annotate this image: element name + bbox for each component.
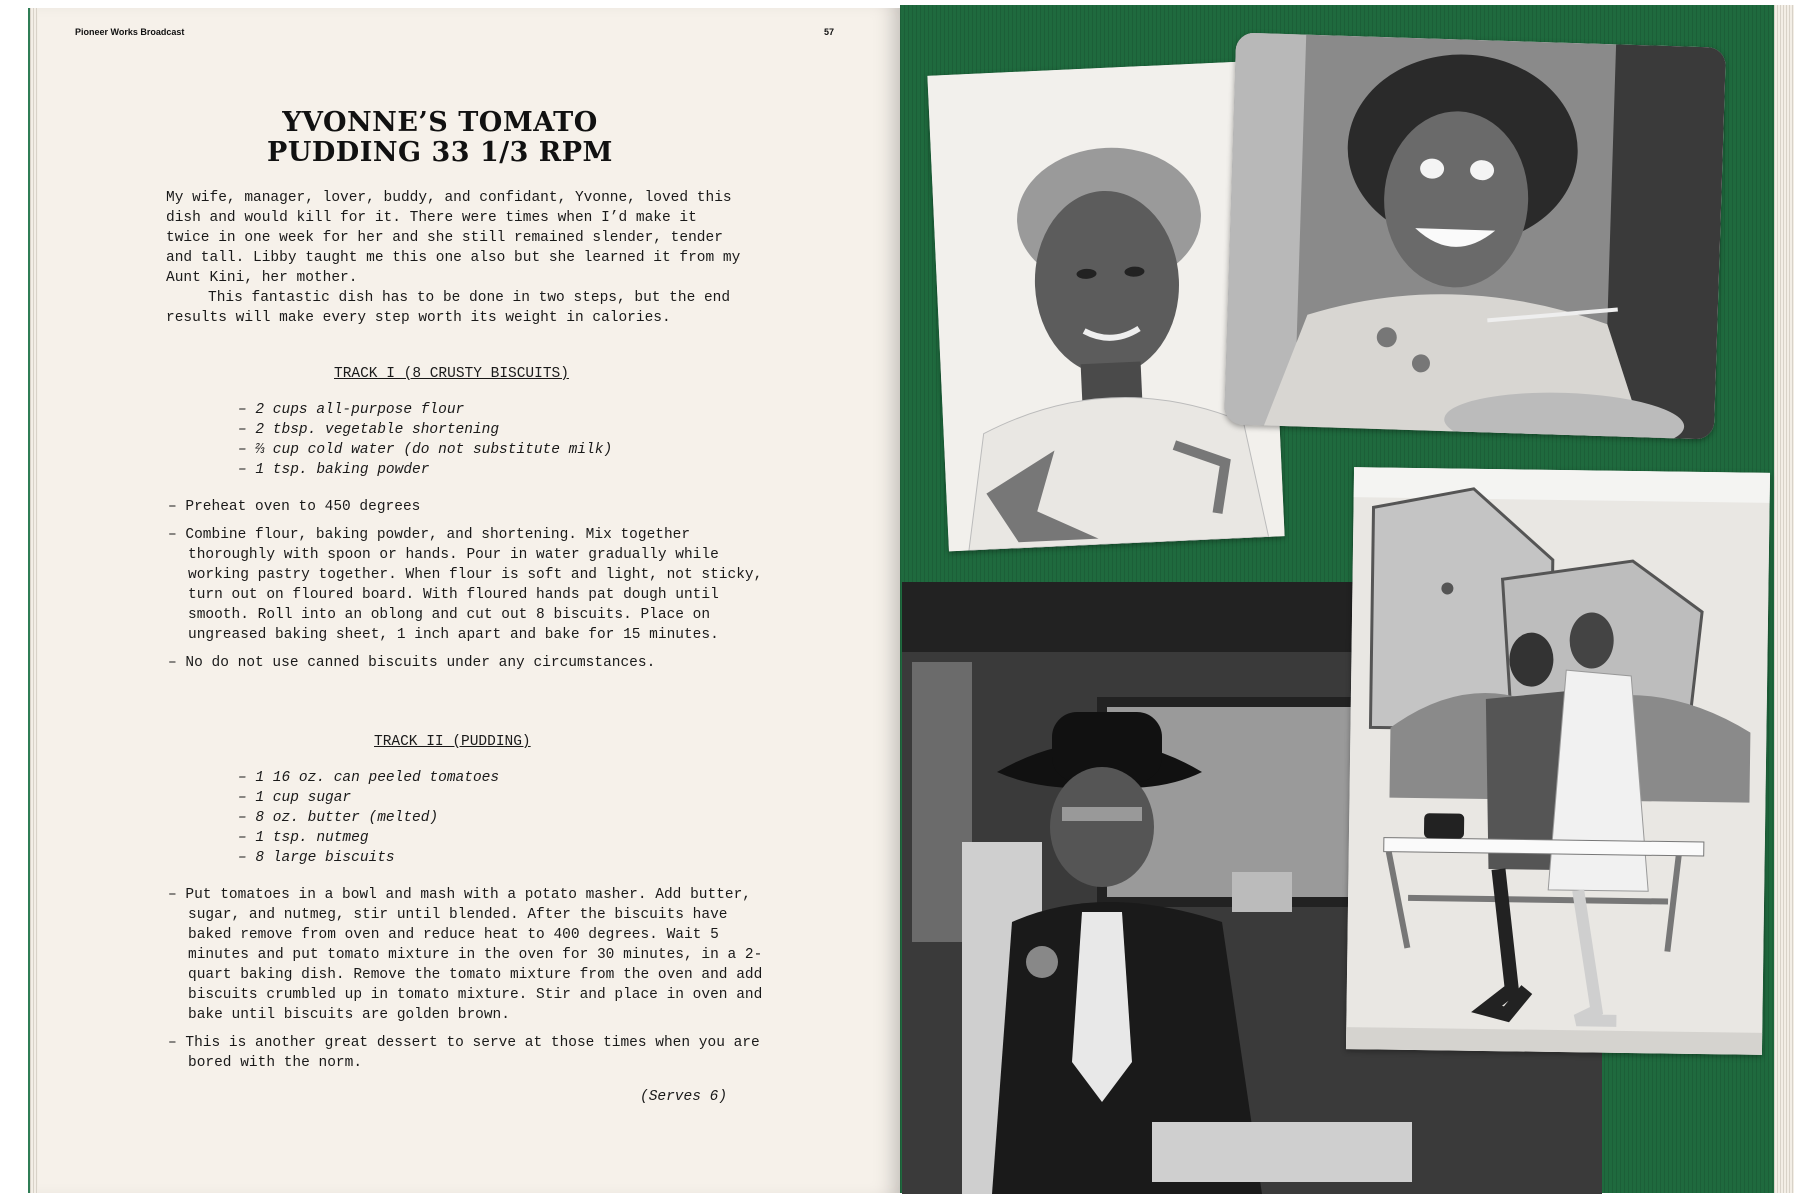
photo-couple-studio [1346, 467, 1770, 1055]
track-1-ingredients [238, 400, 612, 480]
recipe-title-line-1: YVONNE’S TOMATO [282, 107, 598, 138]
step-item: – Preheat oven to 450 degrees [168, 499, 421, 515]
ingredient-item: – 1 cup sugar [238, 790, 352, 806]
ingredient-item: – 8 oz. butter (melted) [238, 810, 439, 826]
intro-paragraph-1: My wife, manager, lover, buddy, and confidant, Yvonne, loved this dish and would kill for it. There were times when I’d make it twice in one week for her and she still remained slender, tender and tall. Libby taught me this one also but she learned it from my Aunt Kini, her mother. [166, 190, 741, 286]
step-item: – No do not use canned biscuits under any circumstances. [168, 655, 656, 671]
right-page-edge [1774, 5, 1794, 1193]
recipe-title [170, 108, 710, 168]
ingredient-item: – 8 large biscuits [238, 850, 395, 866]
photo-couple-studio-image [1346, 467, 1770, 1055]
track-2-ingredients [238, 768, 499, 868]
track-2-steps [168, 885, 768, 1081]
recipe-intro [166, 188, 746, 328]
step-item: – Combine flour, baking powder, and shortening. Mix together thoroughly with spoon or hands. Pour in water gradually while working pastry together. When flour is soft and light, not sticky, turn out on floured board. With floured hands pat dough until smooth. Roll into an oblong and cut out 8 biscuits. Place on ungreased baking sheet, 1 inch apart and bake for 15 minutes. [168, 527, 763, 643]
intro-paragraph-2: This fantastic dish has to be done in two steps, but the end results will make every step worth its weight in calories. [166, 290, 731, 326]
ingredient-item: – 1 tsp. nutmeg [238, 830, 369, 846]
page-number: 57 [824, 27, 835, 37]
ingredient-item: – 2 tbsp. vegetable shortening [238, 422, 500, 438]
step-item: – This is another great dessert to serve at those times when you are bored with the norm. [168, 1035, 760, 1071]
ingredient-item: – ⅔ cup cold water (do not substitute milk) [238, 442, 613, 458]
ingredient-item: – 2 cups all-purpose flour [238, 402, 465, 418]
photo-woman-eating [1224, 32, 1726, 439]
track-1-steps [168, 497, 768, 681]
serves-note: (Serves 6) [640, 1089, 728, 1105]
step-item: – Put tomatoes in a bowl and mash with a potato masher. Add butter, sugar, and nutmeg, stir until blended. After the biscuits have baked remove from oven and reduce heat to 400 degrees. Wait 5 minutes and put tomato mixture in the oven for 30 minutes, in a 2-quart baking dish. Remove the tomato mixture from the oven and add biscuits crumbled up in tomato mixture. Stir and place in oven and bake until biscuits are golden brown. [168, 887, 763, 1023]
recipe-title-line-2: PUDDING 33 1/3 RPM [267, 137, 613, 168]
publication-title: Pioneer Works Broadcast [75, 27, 185, 37]
track-1-heading: TRACK I (8 CRUSTY BISCUITS) [334, 366, 569, 382]
track-2-heading: TRACK II (PUDDING) [374, 734, 531, 750]
photo-woman-eating-image [1224, 32, 1726, 439]
ingredient-item: – 1 16 oz. can peeled tomatoes [238, 770, 500, 786]
ingredient-item: – 1 tsp. baking powder [238, 462, 430, 478]
